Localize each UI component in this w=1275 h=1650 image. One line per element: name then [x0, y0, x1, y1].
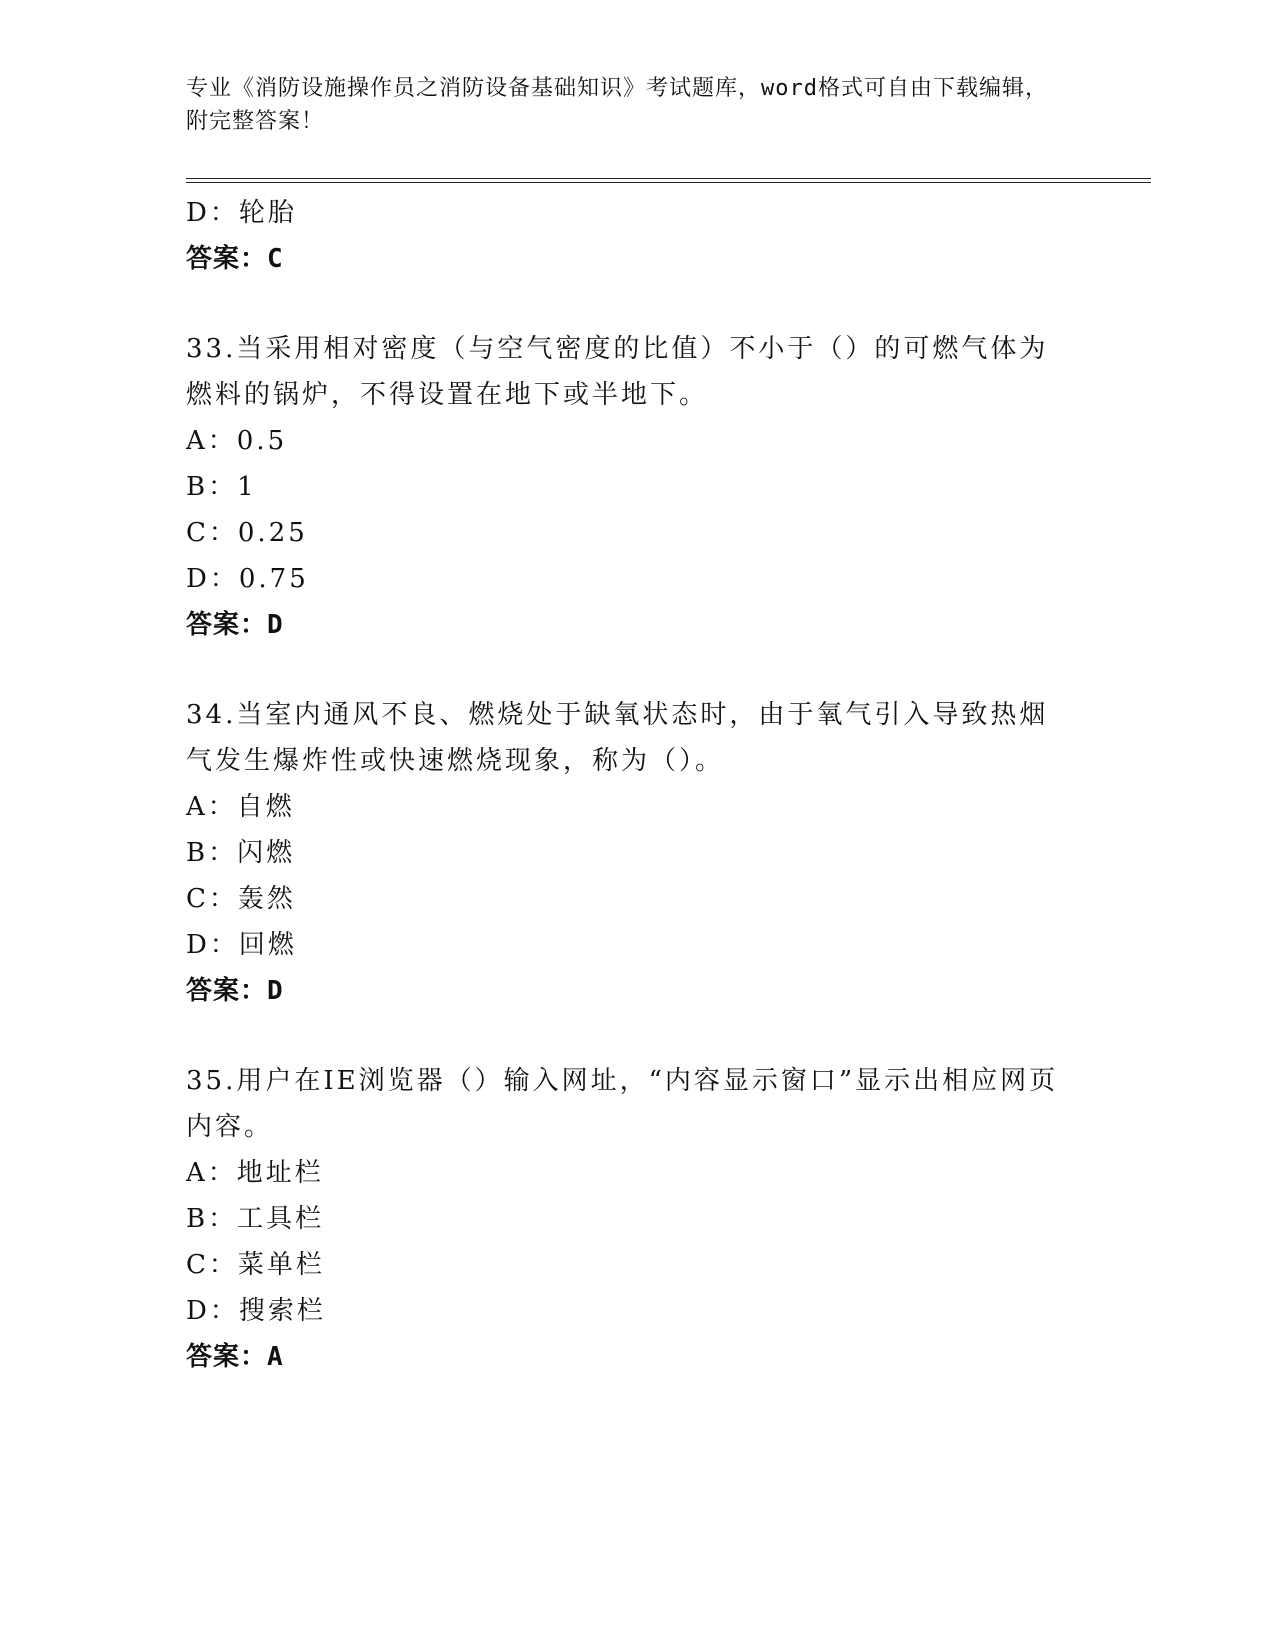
option-c: C：轰然: [186, 884, 296, 914]
answer: 答案：D: [186, 976, 284, 1006]
option-b: B：1: [186, 472, 257, 502]
option-d: D：回燃: [186, 930, 297, 960]
option-c: C：0.25: [186, 518, 308, 548]
question-list: [186, 190, 1086, 1380]
question-35: [186, 1058, 1086, 1380]
question-stem: 34.当室内通风不良、燃烧处于缺氧状态时，由于氧气引入导致热烟气发生爆炸性或快速燃烧现象，称为（）。: [186, 700, 1049, 776]
header-divider-bottom: [186, 182, 1151, 183]
option-d-previous: D：轮胎: [186, 198, 297, 228]
question-stem: 35.用户在IE浏览器（）输入网址，“内容显示窗口”显示出相应网页内容。: [186, 1066, 1059, 1142]
option-d: D：搜索栏: [186, 1296, 326, 1326]
question-stem: 33.当采用相对密度（与空气密度的比值）不小于（）的可燃气体为燃料的锅炉，不得设置在地下或半地下。: [186, 334, 1049, 410]
option-d: D：0.75: [186, 564, 309, 594]
answer-previous: 答案：C: [186, 244, 284, 274]
option-b: B：闪燃: [186, 838, 296, 868]
question-34: [186, 692, 1086, 1014]
option-a: A：自燃: [186, 792, 295, 822]
header-divider-top: [186, 178, 1151, 179]
answer: 答案：A: [186, 1342, 284, 1372]
page-header: 专业《消防设施操作员之消防设备基础知识》考试题库，word格式可自由下载编辑，附完整答案！: [186, 76, 1048, 134]
option-a: A：0.5: [186, 426, 288, 456]
answer: 答案：D: [186, 610, 284, 640]
option-a: A：地址栏: [186, 1158, 324, 1188]
option-c: C：菜单栏: [186, 1250, 325, 1280]
option-b: B：工具栏: [186, 1204, 325, 1234]
question-33: [186, 326, 1086, 648]
